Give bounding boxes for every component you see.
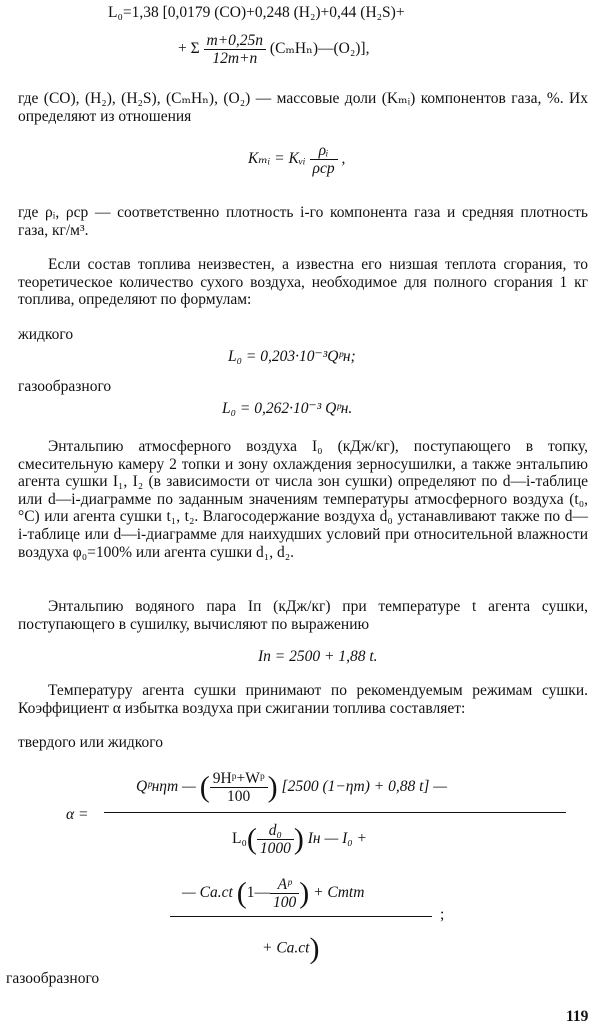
fraction-rho: $\frac{\text{ρᵢ}}{\text{ρср}}$	[310, 142, 338, 177]
alpha-denominator-line2: — Cа.сt (1— $\frac{\text{Aᵖ}}{100}$ ) + Cтtт	[182, 876, 365, 911]
fraction-m-n: $\frac{m+0,25n}{12m+n}$	[204, 32, 267, 67]
alpha-denominator-line1: L₀( $\frac{\text{d₀}}{1000}$ ) Iн — I₀ +	[232, 822, 368, 857]
fraction-hydrogen-water: $\frac{\text{9Hᵖ+Wᵖ}}{100}$	[210, 770, 268, 805]
formula-liquid: L₀ = 0,203·10⁻³Qᵖн;	[228, 348, 356, 365]
alpha-main-fraction-bar	[104, 812, 566, 813]
alpha-symbol: α =	[66, 806, 89, 823]
alpha-semicolon: ;	[440, 906, 445, 923]
alpha-numerator: Qᵖнηт — ( $\frac{\text{9Hᵖ+Wᵖ}}{100}$ ) [2500 (1−ηт) + 0,88 t] —	[136, 770, 448, 805]
fraction-ash: $\frac{\text{Aᵖ}}{100}$	[270, 876, 299, 911]
formula-l0-gas-line2	[178, 32, 369, 67]
sum-sign: + Σ	[178, 40, 200, 58]
page-number: 119	[566, 1008, 589, 1025]
paragraph-where-mass-fractions: где (CO), (H₂), (H₂S), (CₘHₙ), (O₂) — массовые доли (Kₘᵢ) компонентов газа, %. Их определяют из отношения	[18, 90, 588, 125]
paragraph-where-density: где ρᵢ, ρср — соответственно плотность i-го компонента газа и средняя плотность газа, кг/м³.	[18, 204, 588, 239]
formula-km: Kₘᵢ = Kᵥᵢ $\frac{\text{ρᵢ}}{\text{ρср}}$ ,	[248, 142, 346, 177]
paragraph-drying-temperature: Температуру агента сушки принимают по рекомендуемым режимам сушки. Коэффициент α избытка воздуха при сжигании топлива составляет:	[18, 682, 588, 717]
formula-gaseous: L₀ = 0,262·10⁻³ Qᵖн.	[222, 400, 353, 417]
paragraph-enthalpy: Энтальпию атмосферного воздуха I₀ (кДж/кг), поступающего в топку, смесительную камеру 2 топки и зону охлаждения зерносушилки, а также энтальпию агента сушки I₁, I₂ (в зависимости от числа зон сушки) определяют по d—i-таблице или d—i-диаграмме по заданным значениям температуры атмосферного воздуха (t₀, °C) или агента сушки t₁, t₂. Влагосодержание воздуха d₀ устанавливают также по d—i-таблице или d—i-диаграмме для наихудших условий при относительной влажности воздуха φ₀=100% или агента сушки d₁, d₂.	[18, 438, 588, 561]
label-liquid: жидкого	[18, 326, 74, 343]
label-solid-liquid: твердого или жидкого	[18, 734, 163, 751]
paragraph-steam-enthalpy: Энтальпию водяного пара Iп (кДж/кг) при температуре t агента сушки, поступающего в сушилку, вычисляют по выражению	[18, 598, 588, 633]
formula-tail: (CₘHₙ)—(O₂)],	[269, 40, 370, 58]
alpha-inner-fraction-bar	[170, 916, 432, 917]
fraction-d0: $\frac{\text{d₀}}{1000}$	[257, 822, 294, 857]
label-gaseous: газообразного	[18, 378, 112, 395]
label-gaseous-2: газообразного	[6, 970, 100, 987]
formula-l0-gas-line1: L₀=1,38 [0,0179 (CO)+0,248 (H₂)+0,44 (H₂S)+	[108, 4, 405, 21]
paragraph-unknown-fuel: Если состав топлива неизвестен, а известна его низшая теплота сгорания, то теоретическое количество сухого воздуха, необходимое для полного сгорания 1 кг топлива, определяют по формулам:	[18, 256, 588, 309]
formula-steam: Iп = 2500 + 1,88 t.	[258, 648, 378, 665]
alpha-denominator-bottom: + Cа.сt)	[262, 932, 320, 965]
